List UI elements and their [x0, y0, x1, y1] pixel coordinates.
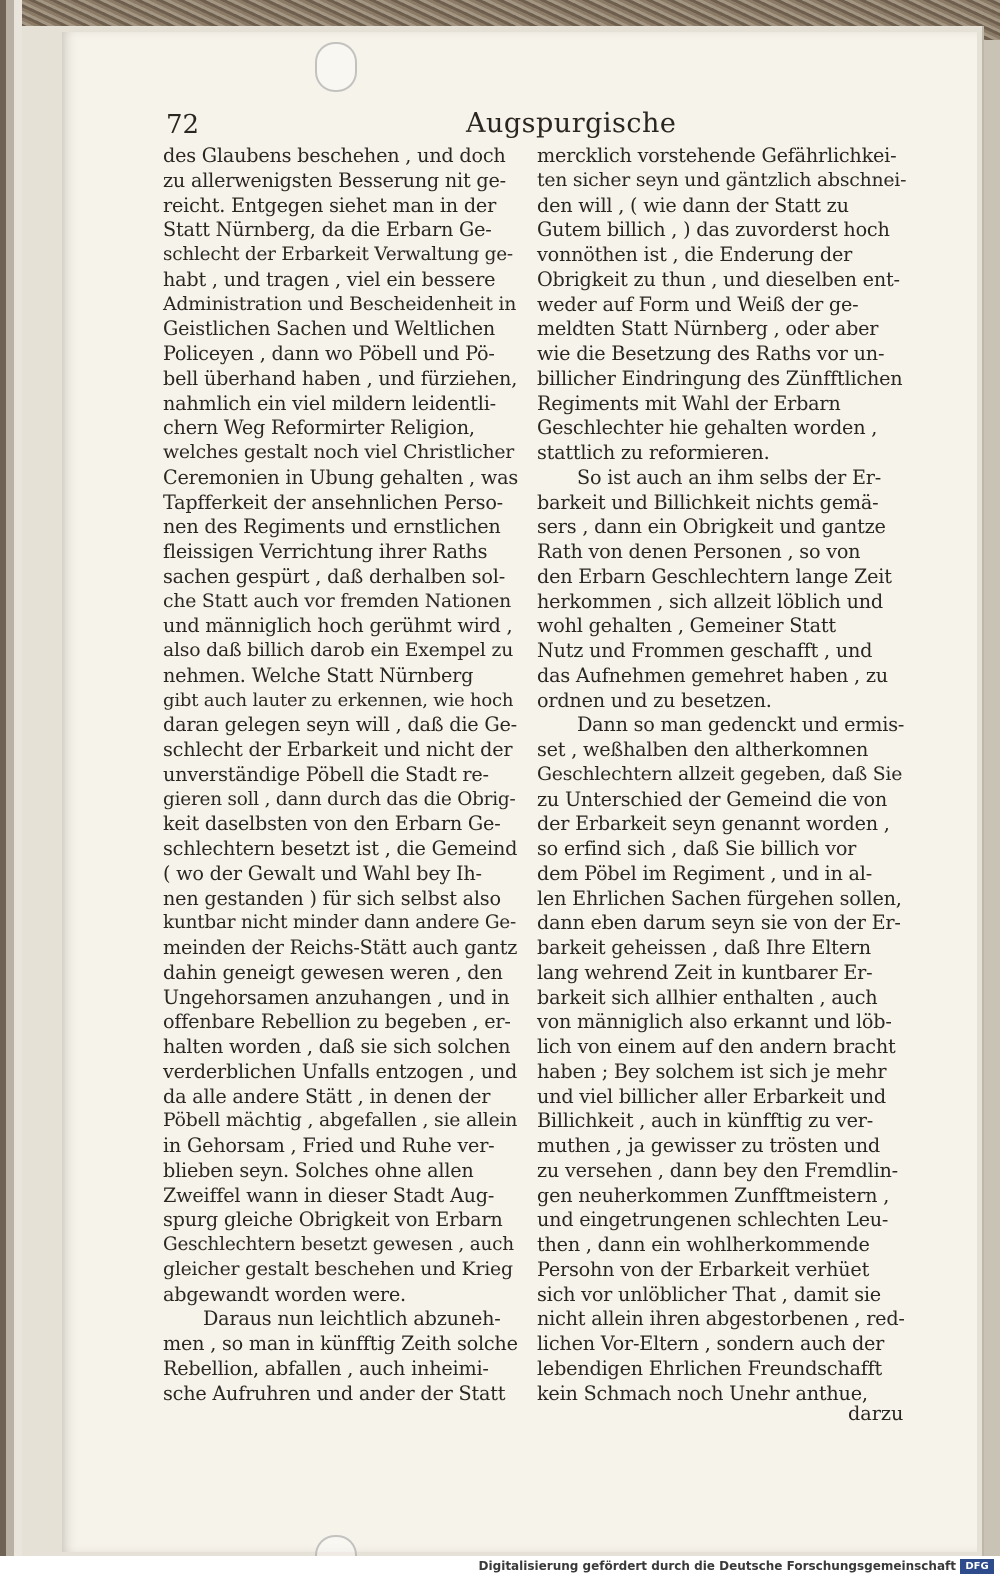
- text-line: billicher Eindringung des Zünfftlichen: [537, 366, 903, 390]
- text-line: barkeit sich allhier enthalten , auch: [537, 985, 878, 1009]
- text-line: sche Aufruhren und ander der Statt: [163, 1381, 506, 1405]
- text-line: lebendigen Ehrlichen Freundschafft: [537, 1356, 883, 1380]
- text-line: offenbare Rebellion zu begeben , er-: [163, 1010, 511, 1034]
- text-line: Nutz und Frommen geschafft , und: [537, 639, 873, 662]
- text-line: nehmen. Welche Statt Nürnberg: [163, 663, 474, 687]
- text-line: und viel billicher aller Erbarkeit und: [537, 1084, 886, 1108]
- text-line: den Erbarn Geschlechtern lange Zeit: [537, 564, 892, 588]
- text-line: schlechtern besetzt ist , die Gemeind: [163, 837, 518, 860]
- text-line: zu Unterschied der Gemeind die von: [537, 787, 887, 811]
- text-line: ( wo der Gewalt und Wahl bey Ih-: [163, 861, 482, 885]
- page-clip-top-icon: [315, 42, 357, 92]
- text-line: che Statt auch vor fremden Nationen: [163, 590, 511, 612]
- text-line: herkommen , sich allzeit löblich und: [537, 589, 884, 613]
- text-line: chern Weg Reformirter Religion,: [163, 416, 475, 440]
- text-line: von männiglich also erkannt und löb-: [537, 1010, 892, 1034]
- text-line: Daraus nun leichtlich abzuneh-: [203, 1307, 501, 1331]
- text-line: zu allerwenigsten Besserung nit ge-: [163, 168, 506, 192]
- text-line: nen gestanden ) für sich selbst also: [163, 886, 501, 910]
- text-line: in Gehorsam , Fried und Ruhe ver-: [163, 1134, 495, 1157]
- text-line: meldten Statt Nürnberg , oder aber: [537, 317, 879, 341]
- text-line: das Aufnehmen gemehret haben , zu: [537, 663, 888, 687]
- text-line: welches gestalt noch viel Christlicher: [163, 442, 515, 463]
- text-line: meinden der Reichs-Stätt auch gantz: [163, 936, 518, 959]
- text-line: zu versehen , dann bey den Fremdlin-: [537, 1158, 898, 1182]
- text-line: barkeit und Billichkeit nichts gemä-: [537, 490, 879, 514]
- dfg-logo: DFG: [960, 1559, 994, 1574]
- text-line: dahin geneigt gewesen weren , den: [163, 960, 503, 984]
- text-line: unverständige Pöbell die Stadt re-: [163, 762, 489, 786]
- text-line: stattlich zu reformieren.: [537, 441, 770, 464]
- text-line: haben ; Bey solchem ist sich je mehr: [537, 1059, 887, 1083]
- text-line: keit daselbsten von den Erbarn Ge-: [163, 812, 501, 836]
- text-line: dann eben darum seyn sie von der Er-: [537, 911, 901, 935]
- digitization-footer: [0, 1556, 1000, 1577]
- text-line: then , dann ein wohlherkommende: [537, 1233, 870, 1256]
- text-line: bell überhand haben , und fürziehen,: [163, 366, 518, 390]
- text-line: Zweiffel wann in dieser Stadt Aug-: [163, 1183, 495, 1207]
- text-line: kuntbar nicht minder dann andere Ge-: [163, 912, 517, 934]
- text-line: da alle andere Stätt , in denen der: [163, 1084, 491, 1108]
- text-line: Obrigkeit zu thun , und dieselben ent-: [537, 267, 900, 291]
- text-line: des Glaubens beschehen , und doch: [163, 144, 506, 167]
- text-line: Persohn von der Erbarkeit verhüet: [537, 1257, 870, 1281]
- text-line: und männiglich hoch gerühmt wird ,: [163, 614, 513, 638]
- text-line: Statt Nürnberg, da die Erbarn Ge-: [163, 218, 492, 242]
- footer-credit: Digitalisierung gefördert durch die Deutsche Forschungsgemeinschaft: [478, 1559, 956, 1573]
- text-line: ordnen und zu besetzen.: [537, 688, 772, 712]
- text-line: halten worden , daß sie sich solchen: [163, 1035, 511, 1058]
- text-line: daran gelegen seyn will , daß die Ge-: [163, 713, 517, 737]
- text-line: Dann so man gedenckt und ermis-: [577, 713, 905, 737]
- text-line: schlecht der Erbarkeit und nicht der: [163, 738, 513, 761]
- text-line: habt , und tragen , viel ein bessere: [163, 267, 496, 291]
- text-line: Billichkeit , auch in künfftig zu ver-: [537, 1109, 874, 1133]
- text-line: abgewandt worden were.: [163, 1282, 406, 1306]
- text-line: Pöbell mächtig , abgefallen , sie allein: [163, 1110, 518, 1132]
- text-line: muthen , ja gewisser zu trösten und: [537, 1134, 881, 1157]
- text-line: blieben seyn. Solches ohne allen: [163, 1158, 474, 1182]
- right-text-column: [537, 144, 909, 1406]
- text-line: sachen gespürt , daß derhalben sol-: [163, 564, 506, 588]
- text-line: Rath von denen Personen , so von: [537, 540, 861, 563]
- running-head: Augspurgische: [466, 108, 677, 139]
- text-line: Ceremonien in Ubung gehalten , was: [163, 465, 518, 489]
- text-line: gleicher gestalt beschehen und Krieg: [163, 1258, 513, 1280]
- text-line: wohl gehalten , Gemeiner Statt: [537, 614, 836, 638]
- text-line: Tapfferkeit der ansehnlichen Perso-: [163, 490, 503, 514]
- text-line: Rebellion, abfallen , auch inheimi-: [163, 1356, 489, 1380]
- text-line: Policeyen , dann wo Pöbell und Pö-: [163, 342, 495, 365]
- text-line: lich von einem auf den andern bracht: [537, 1035, 896, 1058]
- text-line: Geschlechter hie gehalten worden ,: [537, 416, 878, 440]
- text-line: gieren soll , dann durch das die Obrig-: [163, 788, 516, 810]
- book-spine-edge: [0, 0, 22, 1577]
- text-line: verderblichen Unfalls entzogen , und: [163, 1059, 518, 1083]
- text-line: spurg gleiche Obrigkeit von Erbarn: [163, 1208, 503, 1232]
- catchword: darzu: [848, 1402, 904, 1425]
- text-line: kein Schmach noch Unehr anthue,: [537, 1381, 868, 1405]
- text-line: so erfind sich , daß Sie billich vor: [537, 837, 857, 860]
- text-line: set , weßhalben den altherkomnen: [537, 738, 869, 761]
- text-line: also daß billich darob ein Exempel zu: [163, 640, 514, 661]
- text-line: lang wehrend Zeit in kuntbarer Er-: [537, 960, 873, 984]
- text-line: vonnöthen ist , die Enderung der: [537, 243, 853, 266]
- text-line: weder auf Form und Weiß der ge-: [537, 292, 859, 316]
- text-line: schlecht der Erbarkeit Verwaltung ge-: [163, 244, 513, 265]
- text-line: dem Pöbel im Regiment , und in al-: [537, 861, 873, 885]
- text-line: mercklich vorstehende Gefährlichkei-: [537, 144, 897, 167]
- text-line: sich vor unlöblicher That , damit sie: [537, 1282, 881, 1306]
- text-line: Geschlechtern allzeit gegeben, daß Sie: [537, 763, 903, 785]
- text-line: Ungehorsamen anzuhangen , und in: [163, 985, 510, 1009]
- text-line: reicht. Entgegen siehet man in der: [163, 193, 497, 217]
- text-line: Administration und Bescheidenheit in: [163, 293, 517, 315]
- text-line: und eingetrungenen schlechten Leu-: [537, 1208, 889, 1232]
- text-line: gen neuherkommen Zunfftmeistern ,: [537, 1183, 890, 1207]
- text-line: nicht allein ihren abgestorbenen , red-: [537, 1307, 905, 1331]
- text-line: ten sicher seyn und gäntzlich abschnei-: [537, 169, 907, 191]
- text-line: sers , dann ein Obrigkeit und gantze: [537, 515, 886, 539]
- text-line: So ist auch an ihm selbs der Er-: [577, 465, 882, 489]
- text-line: nen des Regiments und ernstlichen: [163, 515, 501, 539]
- page-number: 72: [166, 110, 200, 140]
- text-line: Geschlechtern besetzt gewesen , auch: [163, 1234, 514, 1255]
- text-line: der Erbarkeit seyn genannt worden ,: [537, 812, 890, 836]
- left-text-column: [163, 144, 518, 1406]
- text-line: barkeit geheissen , daß Ihre Eltern: [537, 936, 871, 959]
- text-line: wie die Besetzung des Raths vor un-: [537, 342, 885, 365]
- text-line: lichen Vor-Eltern , sondern auch der: [537, 1332, 885, 1355]
- text-line: fleissigen Verrichtung ihrer Raths: [163, 540, 488, 563]
- text-line: Gutem billich , ) das zuvorderst hoch: [537, 218, 890, 242]
- text-line: gibt auch lauter zu erkennen, wie hoch: [163, 689, 514, 711]
- text-line: nahmlich ein viel mildern leidentli-: [163, 391, 496, 415]
- text-line: den will , ( wie dann der Statt zu: [537, 193, 849, 217]
- text-line: len Ehrlichen Sachen fürgehen sollen,: [537, 886, 902, 910]
- page-header: [166, 108, 906, 148]
- text-line: men , so man in künfftig Zeith solche: [163, 1332, 518, 1355]
- text-line: Regiments mit Wahl der Erbarn: [537, 391, 841, 415]
- text-line: Geistlichen Sachen und Weltlichen: [163, 317, 496, 341]
